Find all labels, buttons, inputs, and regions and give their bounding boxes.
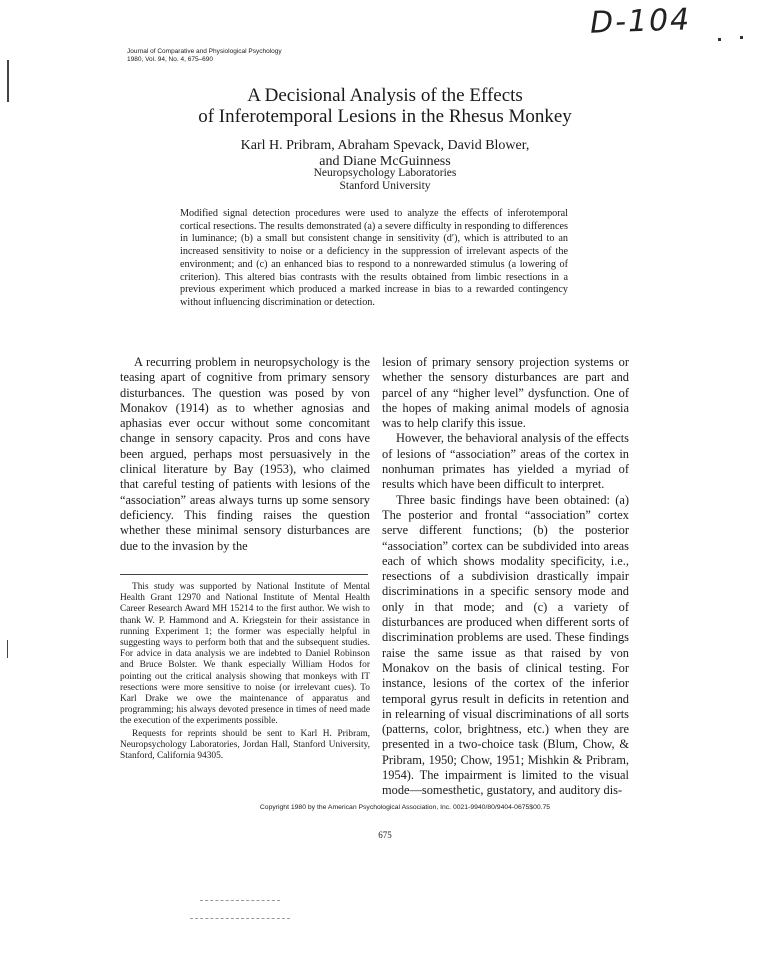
authors-line-1: Karl H. Pribram, Abraham Spevack, David Blower, [240,138,530,153]
footnotes [120,582,370,763]
page-number: 675 [378,830,392,840]
title-line-2: of Inferotemporal Lesions in the Rhesus Monkey [198,106,572,127]
body-paragraph: A recurring problem in neuropsychology is the teasing apart of cognitive from primary sensory disturbances. The question was posed by von Monakov (1914) as to whether agnosias and aphasias ever occur without some concomitant change in sensory capacity. Pros and cons have been argued, perhaps most persuasively in the clinical literature by Bay (1953), who claimed that careful testing of patients with lesions of the “association” areas always turns up some sensory deficiency. This finding raises the question whether these minimal sensory disturbances are due to the invasion by the [120,355,370,553]
journal-name: Journal of Comparative and Physiological Psychology [127,48,282,55]
journal-citation [127,48,282,63]
body-paragraph: lesion of primary sensory projection systems or whether the sensory disturbances are part and parcel of any “higher level” dysfunction. One of the hopes of making animal models of agnosia was to help clarify this issue. [382,355,629,431]
affiliation [210,167,560,192]
scan-speck [718,38,721,41]
binding-mark [7,60,9,102]
footnote-rule [120,574,368,575]
body-column-left [120,355,370,554]
handwritten-label: D-104 [589,2,692,41]
body-column-right [382,355,629,799]
scan-artifact-line [200,900,280,901]
affiliation-university: Stanford University [339,179,431,192]
scan-speck [740,36,743,39]
abstract: Modified signal detection procedures were used to analyze the effects of inferotemporal cortical resections. The results demonstrated (a) a severe difficulty in responding to differences in luminance; (b) a small but consistent change in sensitivity (d′), which is attributed to an increased sensitivity to noise or a deficiency in the suppression of irrelevant aspects of the environment; and (c) an enhanced bias to respond to a nonrewarded stimulus (a lowering of criterion). This altered bias contrasts with the results obtained from limbic resections in a previous experiment which produced a marked increase in bias to a rewarded contingency without influencing discrimination or detection. [180,208,568,308]
authors-line-2: and Diane McGuinness [319,154,451,169]
body-paragraph: Three basic findings have been obtained: (a) The posterior and frontal “association” cortex serve different functions; (b) the posterior “association” cortex can be subdivided into areas each of which shows modality specificity, i.e., resections of a subdivision drastically impair discriminations in a specific sensory mode and only in that mode; and (c) a variety of disturbances are produced when different sorts of discrimination problems are used. These findings raise the same issue as that raised by von Monakov on the basis of clinical testing. For instance, lesions of the cortex of the inferior temporal gyrus result in deficits in retention and in relearning of visual discriminations of all sorts (patterns, color, brightness, etc.) when they are presented in a two-choice task (Blum, Chow, & Pribram, 1950; Chow, 1951; Mishkin & Pribram, 1954). The impairment is limited to the visual mode—somesthetic, gustatory, and auditory dis- [382,492,629,798]
footnote-reprints: Requests for reprints should be sent to Karl H. Pribram, Neuropsychology Laboratories, Jordan Hall, Stanford University, Stanford, California 94305. [120,728,370,762]
copyright-line: Copyright 1980 by the American Psychological Association, Inc. 0021-9940/80/9404-0675$00.75 [259,804,551,811]
title-line-1: A Decisional Analysis of the Effects [247,85,523,106]
paper-title [120,85,650,127]
binding-mark [7,640,8,658]
footnote-acknowledgment: This study was supported by National Institute of Mental Health Grant 12970 and National Institute of Mental Health Career Research Award MH 15214 to the first author. We wish to thank W. P. Hammond and A. Kriegstein for their assistance in running Experiment 1; the former was especially helpful in suggesting ways to perform both that and the subsequent studies. For advice in data analysis we are indebted to Daniel Robinson and Bruce Bolster. We thank especially William Hodos for pointing out the critical analysis showing that monkeys with IT resections were more sensitive to noise (or irrelevant cues). To Karl Drake we owe the maintenance of apparatus and programming; his always devoted presence in times of need made the execution of the experiments possible. [120,582,370,727]
affiliation-lab: Neuropsychology Laboratories [313,167,457,179]
scan-artifact-line [190,918,290,919]
body-paragraph: However, the behavioral analysis of the effects of lesions of “association” areas of the cortex in nonhuman primates has yielded a myriad of results which have been difficult to interpret. [382,431,629,492]
journal-volume: 1980, Vol. 94, No. 4, 675–690 [127,55,214,63]
author-list [160,138,610,170]
